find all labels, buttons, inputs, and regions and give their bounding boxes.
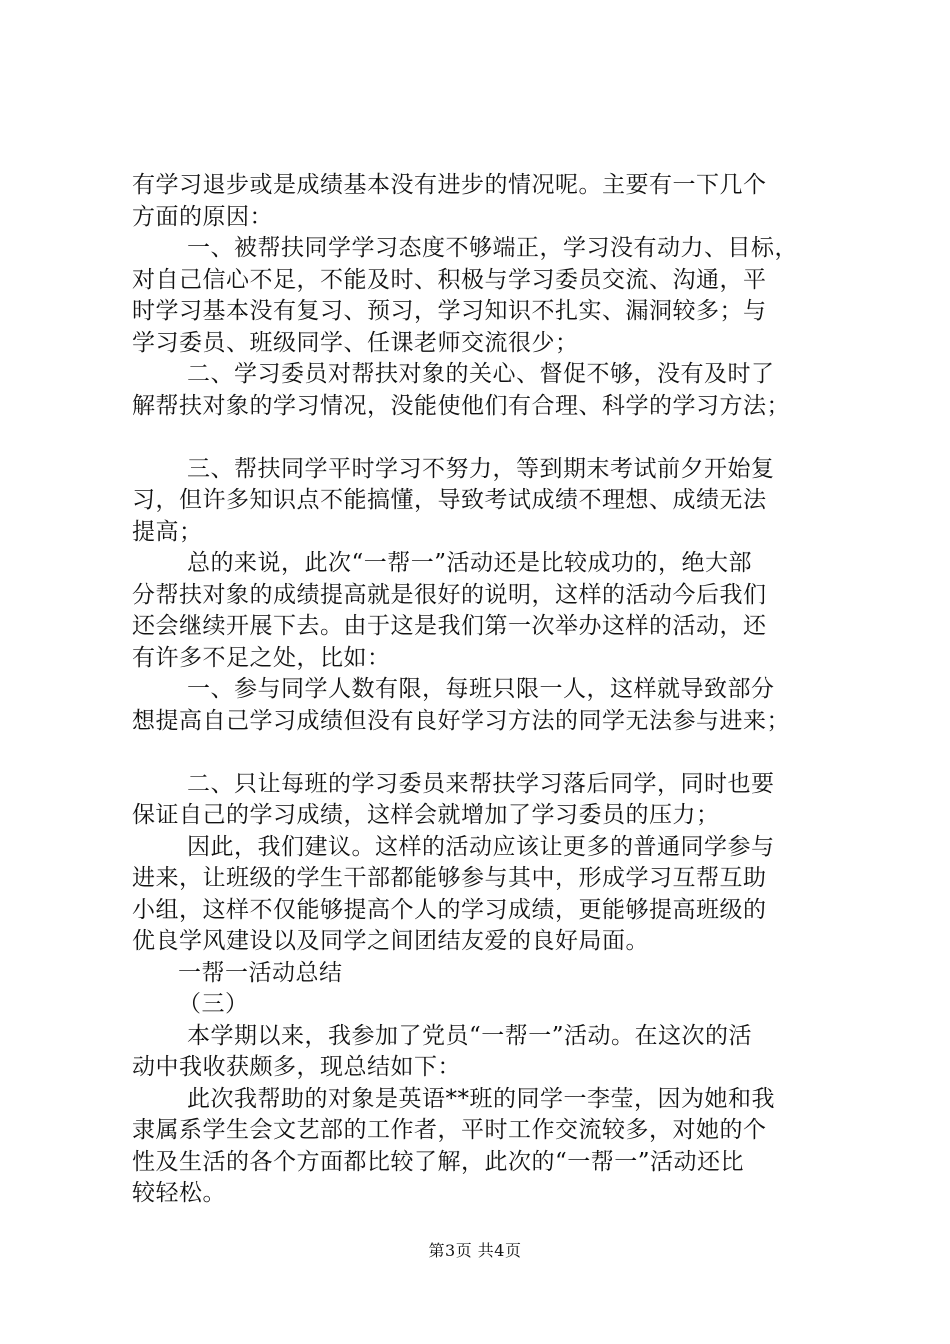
text-line: 二、只让每班的学习委员来帮扶学习落后同学，同时也要 [187, 770, 775, 797]
page-number: 第3页 共4页 [428, 1241, 522, 1260]
text-line: 小组，这样不仅能够提高个人的学习成绩，更能够提高班级的 [132, 896, 767, 923]
text-line: 性及生活的各个方面都比较了解，此次的“一帮一”活动还比 [132, 1148, 745, 1175]
text-line: 有许多不足之处，比如： [132, 644, 391, 671]
text-line: 一、参与同学人数有限，每班只限一人，这样就导致部分 [187, 676, 775, 702]
text-line: 进来，让班级的学生干部都能够参与其中，形成学习互帮互助 [132, 865, 767, 891]
text-line: 隶属系学生会文艺部的工作者，平时工作交流较多，对她的个 [132, 1117, 767, 1143]
text-line: 保证自己的学习成绩，这样会就增加了学习委员的压力； [132, 802, 720, 828]
text-line: 学习委员、班级同学、任课老师交流很少； [132, 329, 579, 356]
document-body [132, 170, 822, 1210]
text-line: 方面的原因： [132, 203, 273, 230]
text-line: 二、学习委员对帮扶对象的关心、督促不够，没有及时了 [187, 361, 775, 387]
text-line: 还会继续开展下去。由于这是我们第一次举办这样的活动，还 [132, 613, 767, 639]
text-line: 解帮扶对象的学习情况，没能使他们有合理、科学的学习方法； [132, 392, 790, 419]
text-line: 三、帮扶同学平时学习不努力，等到期末考试前夕开始复 [187, 455, 775, 482]
blank-line [132, 422, 822, 454]
text-line: 优良学风建设以及同学之间团结友爱的良好局面。 [132, 928, 649, 954]
text-line: 有学习退步或是成绩基本没有进步的情况呢。主要有一下几个 [132, 172, 767, 198]
text-line: 提高； [132, 518, 203, 545]
text-line: 动中我收获颇多，现总结如下： [132, 1054, 461, 1080]
blank-line [132, 737, 822, 769]
page-footer [0, 1238, 950, 1261]
text-line: 习，但许多知识点不能搞懂，导致考试成绩不理想、成绩无法 [132, 487, 767, 513]
text-line: 时学习基本没有复习、预习，学习知识不扎实、漏洞较多；与 [132, 298, 767, 324]
text-line: 一帮一活动总结 [178, 959, 343, 986]
text-line: 此次我帮助的对象是英语**班的同学一李莹，因为她和我 [187, 1085, 775, 1112]
text-line: 想提高自己学习成绩但没有良好学习方法的同学无法参与进来； [132, 707, 790, 734]
text-line: 因此，我们建议。这样的活动应该让更多的普通同学参与 [187, 833, 775, 860]
text-line: （三） [178, 991, 249, 1017]
text-line: 总的来说，此次“一帮一”活动还是比较成功的，绝大部 [187, 550, 753, 576]
text-line: 较轻松。 [132, 1180, 226, 1206]
text-line: 一、被帮扶同学学习态度不够端正，学习没有动力、目标， [187, 235, 798, 261]
text-line: 本学期以来，我参加了党员“一帮一”活动。在这次的活 [187, 1022, 753, 1049]
text-line: 对自己信心不足，不能及时、积极与学习委员交流、沟通，平 [132, 266, 767, 293]
text-line: 分帮扶对象的成绩提高就是很好的说明，这样的活动今后我们 [132, 581, 767, 608]
